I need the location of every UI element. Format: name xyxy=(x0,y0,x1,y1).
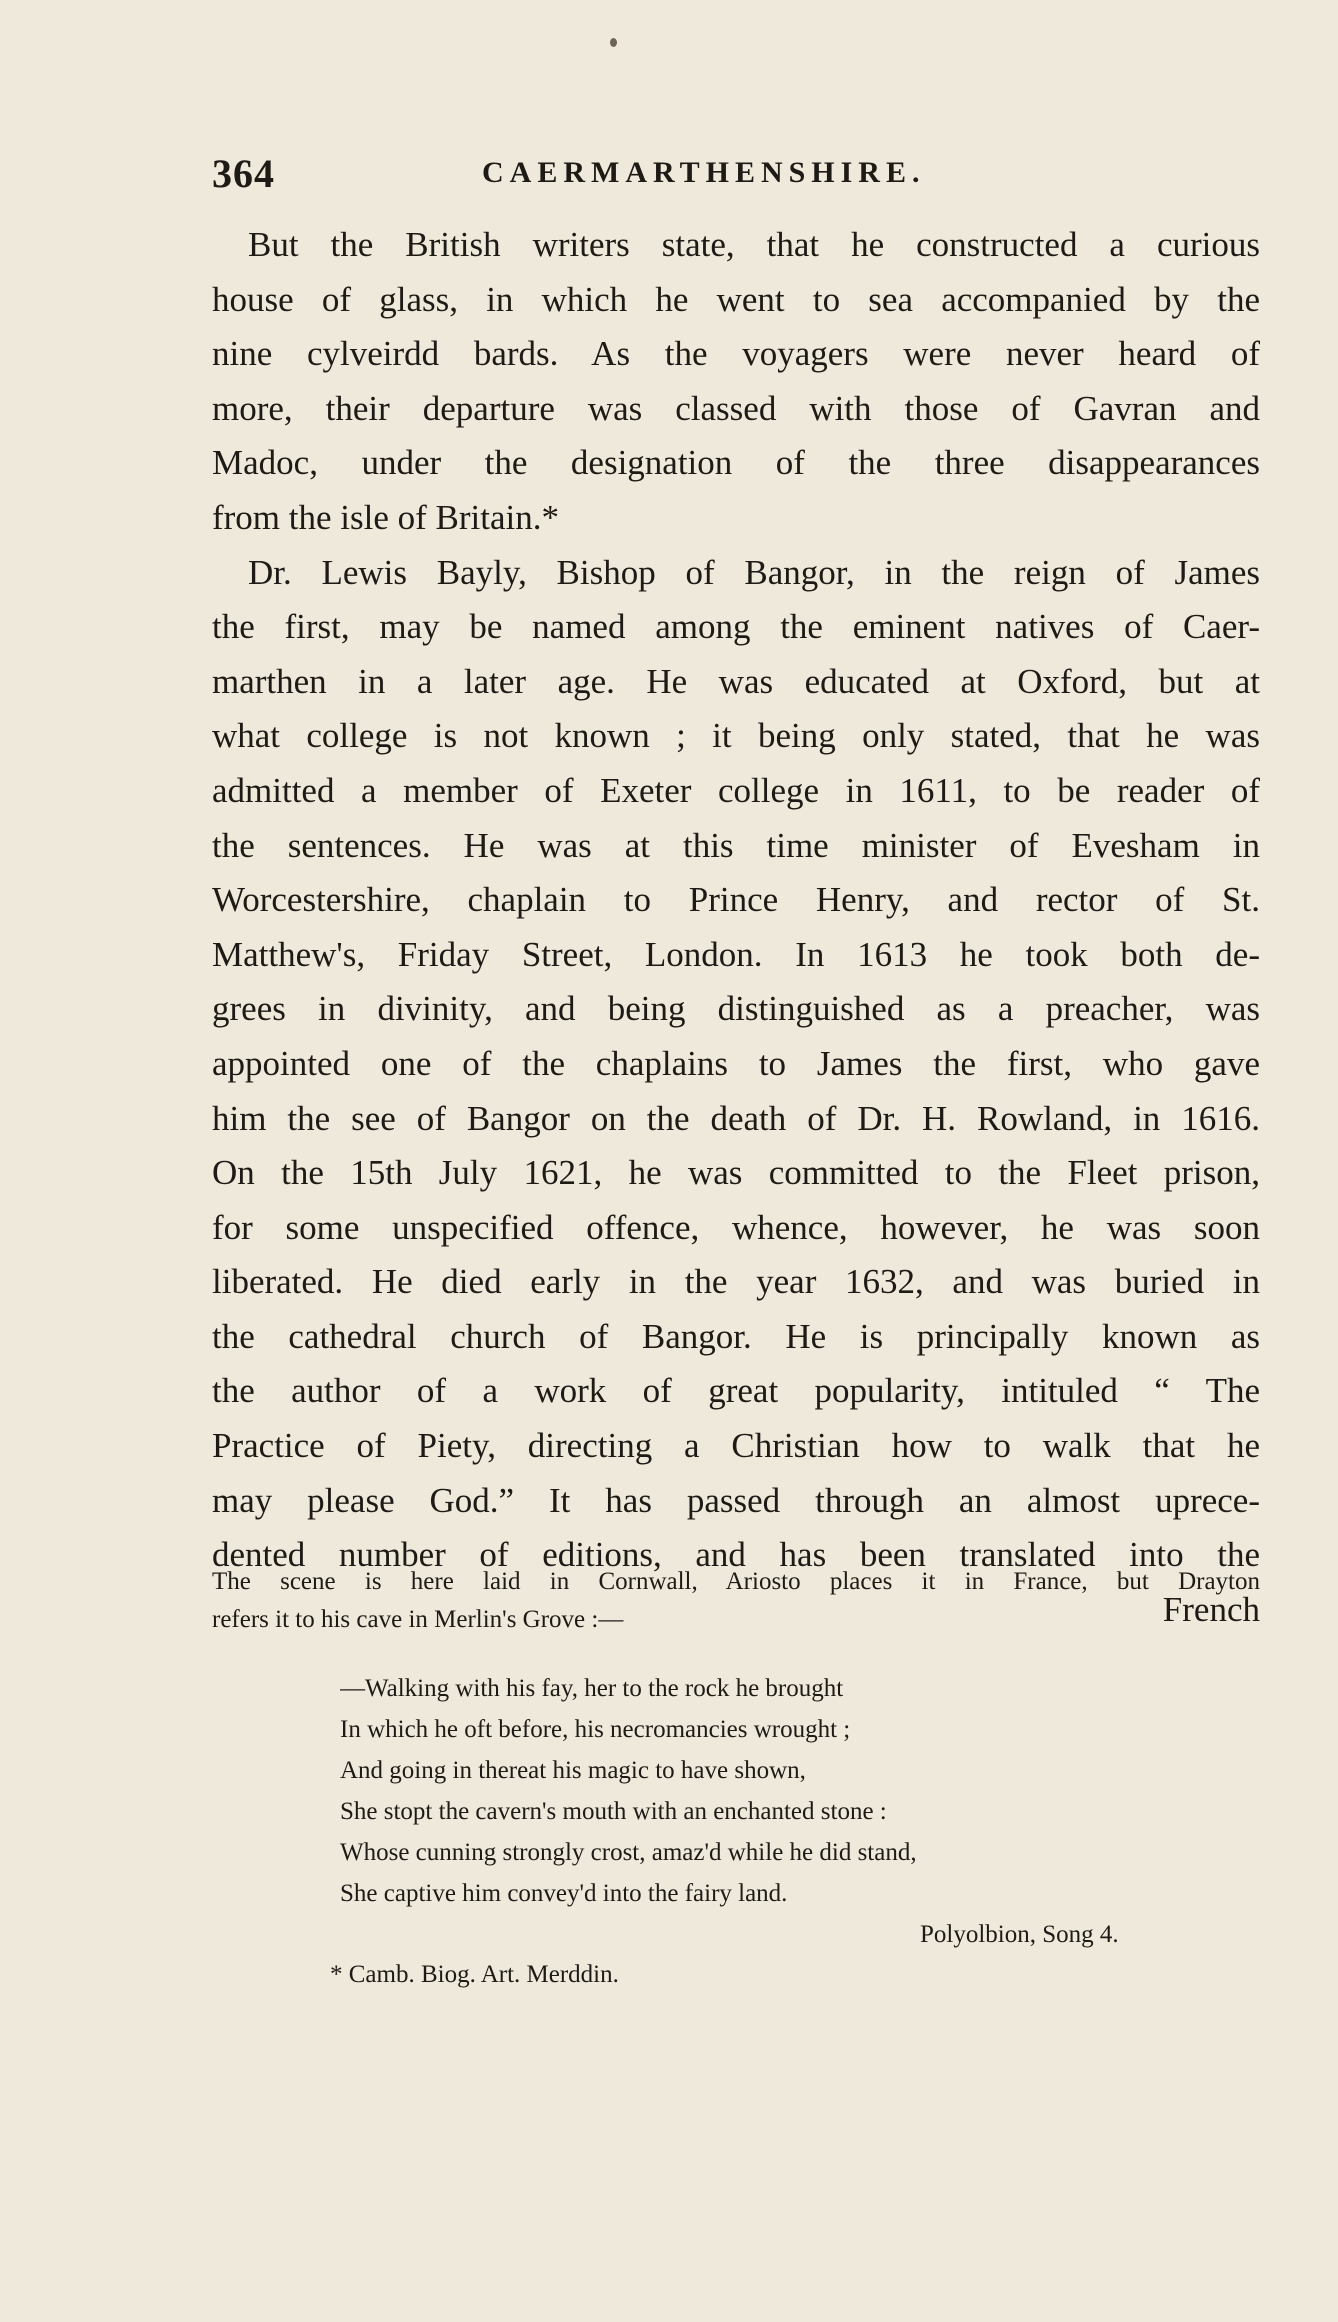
body-line: But the British writers state, that he constructed a curious xyxy=(248,225,1260,264)
body-line: marthen in a later age. He was educated at Oxford, but at xyxy=(212,661,1260,701)
body-line: On the 15th July 1621, he was committed to the Fleet prison, xyxy=(212,1153,1260,1193)
body-line: Madoc, under the designation of the three disappearances xyxy=(212,443,1260,483)
catchword: French xyxy=(1162,1589,1260,1629)
body-line: for some unspecified offence, whence, however, he was soon xyxy=(212,1207,1260,1247)
verse-line: In which he oft before, his necromancies wrought ; xyxy=(340,1716,851,1743)
body-line: Matthew's, Friday Street, London. In 1613 he took both de- xyxy=(212,934,1260,974)
body-line: the cathedral church of Bangor. He is principally known as xyxy=(212,1316,1260,1356)
body-line: nine cylveirdd bards. As the voyagers were never heard of xyxy=(212,334,1260,374)
ink-speck xyxy=(610,38,617,47)
verse-line: She captive him convey'd into the fairy land. xyxy=(340,1880,788,1907)
page-header xyxy=(212,150,1262,200)
verse-quotation xyxy=(340,1668,1120,1914)
body-line: appointed one of the chaplains to James the first, who gave xyxy=(212,1043,1260,1083)
verse-line: —Walking with his fay, her to the rock he brought xyxy=(340,1675,844,1702)
body-line: the author of a work of great popularity, intituled “ The xyxy=(212,1371,1260,1411)
verse-line: Whose cunning strongly crost, amaz'd while he did stand, xyxy=(340,1839,917,1866)
running-head: CAERMARTHENSHIRE. xyxy=(482,156,926,189)
body-line: dented number of editions, and has been translated into the xyxy=(212,1535,1260,1575)
footnote-intro xyxy=(212,1563,1260,1639)
body-line: grees in divinity, and being distinguished as a preacher, was xyxy=(212,989,1260,1029)
body-line: the first, may be named among the eminent natives of Caer- xyxy=(212,607,1260,647)
body-line: Dr. Lewis Bayly, Bishop of Bangor, in the reign of James xyxy=(248,552,1260,592)
body-line: admitted a member of Exeter college in 1611, to be reader of xyxy=(212,770,1260,810)
body-line: may please God.” It has passed through an almost uprece- xyxy=(212,1480,1260,1520)
body-line: more, their departure was classed with those of Gavran and xyxy=(212,388,1260,428)
body-line: Worcestershire, chaplain to Prince Henry, and rector of St. xyxy=(212,880,1260,920)
body-line: Practice of Piety, directing a Christian how to walk that he xyxy=(212,1426,1260,1466)
verse-line: And going in thereat his magic to have shown, xyxy=(340,1757,806,1784)
footnote-line: refers it to his cave in Merlin's Grove :— xyxy=(212,1606,624,1633)
body-line: liberated. He died early in the year 1632, and was buried in xyxy=(212,1262,1260,1302)
footnote-line: The scene is here laid in Cornwall, Ariosto places it in France, but Drayton xyxy=(212,1568,1260,1595)
body-line: house of glass, in which he went to sea accompanied by the xyxy=(212,279,1260,319)
footnote-star: * Camb. Biog. Art. Merddin. xyxy=(330,1961,619,1988)
body-line: him the see of Bangor on the death of Dr. H. Rowland, in 1616. xyxy=(212,1098,1260,1138)
body-text xyxy=(212,218,1260,1637)
page-number: 364 xyxy=(212,151,275,196)
body-line: the sentences. He was at this time minister of Evesham in xyxy=(212,825,1260,865)
verse-line: She stopt the cavern's mouth with an enchanted stone : xyxy=(340,1798,887,1825)
body-line: what college is not known ; it being only stated, that he was xyxy=(212,716,1260,756)
verse-attribution: Polyolbion, Song 4. xyxy=(920,1921,1119,1948)
body-line: from the isle of Britain.* xyxy=(212,497,560,537)
